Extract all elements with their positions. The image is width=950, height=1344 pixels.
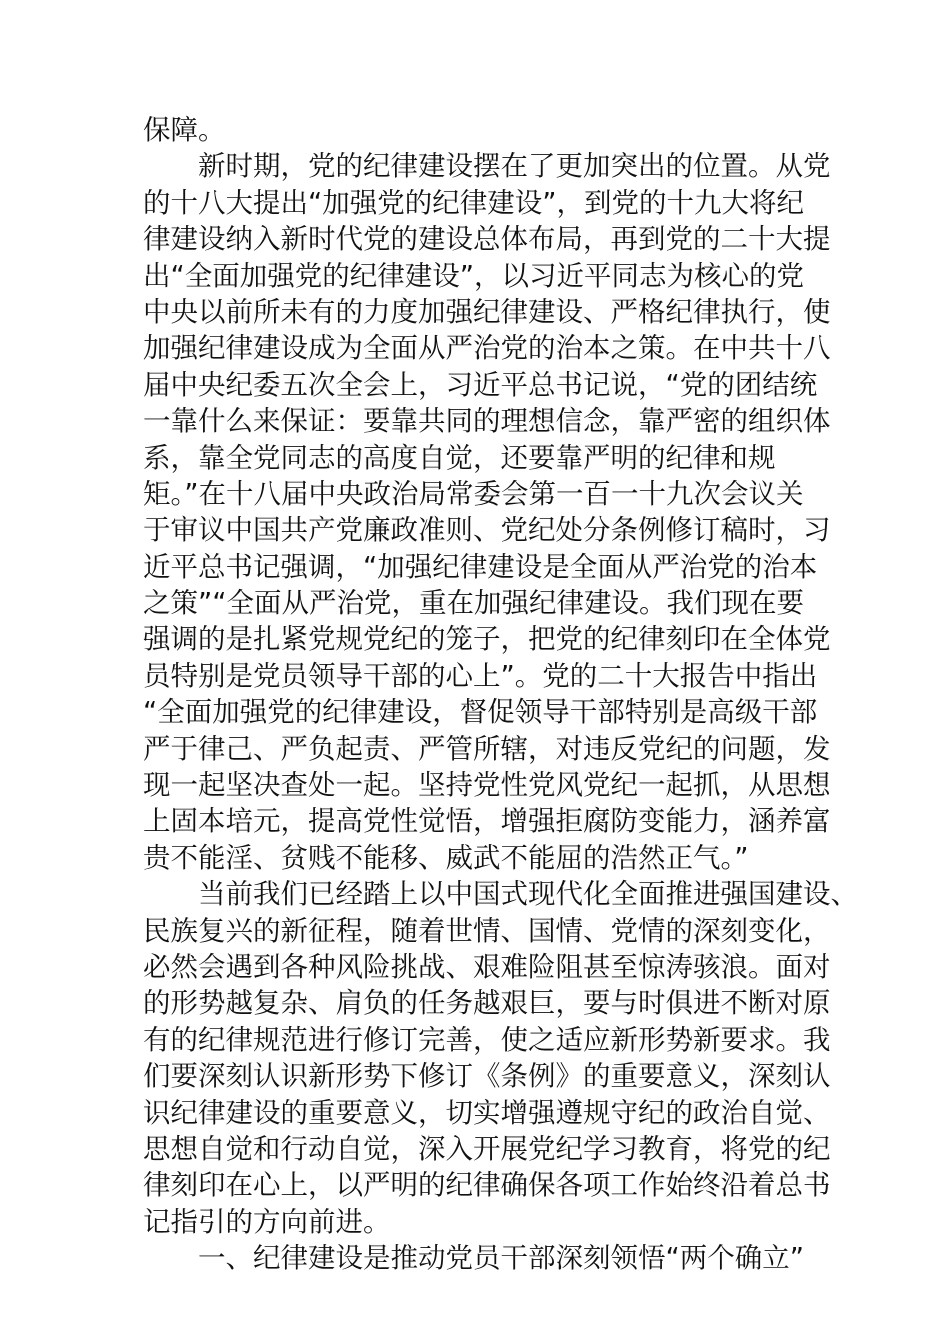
text-line: 律建设纳入新时代党的建设总体布局，再到党的二十大提 <box>143 223 831 256</box>
text-line: 中央以前所未有的力度加强纪律建设、严格纪律执行，使 <box>143 295 831 328</box>
text-line: 之策”“全面从严治党，重在加强纪律建设。我们现在要 <box>143 587 804 620</box>
text-line: 上固本培元，提高党性觉悟，增强拒腐防变能力，涵养富 <box>143 805 831 838</box>
paragraph-start-line: 新时期，党的纪律建设摆在了更加突出的位置。从党 <box>198 150 831 183</box>
text-line: 民族复兴的新征程，随着世情、国情、党情的深刻变化， <box>143 914 831 947</box>
text-line: 届中央纪委五次全会上，习近平总书记说，“党的团结统 <box>143 368 818 401</box>
text-line: 律刻印在心上，以严明的纪律确保各项工作始终沿着总书 <box>143 1169 831 1202</box>
text-line: 强调的是扎紧党规党纪的笼子，把党的纪律刻印在全体党 <box>143 623 831 656</box>
text-line: 于审议中国共产党廉政准则、党纪处分条例修订稿时，习 <box>143 514 831 547</box>
text-line: 系，靠全党同志的高度自觉，还要靠严明的纪律和规 <box>143 441 776 474</box>
text-line: 的形势越复杂、肩负的任务越艰巨，要与时俱进不断对原 <box>143 987 831 1020</box>
text-line: 员特别是党员领导干部的心上”。党的二十大报告中指出 <box>143 659 818 692</box>
text-line: 近平总书记强调，“加强纪律建设是全面从严治党的治本 <box>143 550 818 583</box>
section-heading-line: 一、纪律建设是推动党员干部深刻领悟“两个确立” <box>198 1242 804 1275</box>
text-line: 记指引的方向前进。 <box>143 1205 391 1238</box>
text-line: 贵不能淫、贫贱不能移、威武不能屈的浩然正气。” <box>143 841 749 874</box>
text-line: 严于律己、严负起责、严管所辖，对违反党纪的问题，发 <box>143 732 831 765</box>
text-line: 现一起坚决查处一起。坚持党性党风党纪一起抓，从思想 <box>143 769 831 802</box>
text-line: 的十八大提出“加强党的纪律建设”，到党的十九大将纪 <box>143 186 804 219</box>
text-line: 们要深刻认识新形势下修订《条例》的重要意义，深刻认 <box>143 1060 831 1093</box>
paragraph-start-line: 当前我们已经踏上以中国式现代化全面推进强国建设、 <box>198 878 858 911</box>
body-text <box>143 112 858 1277</box>
text-line: 矩。”在十八届中央政治局常委会第一百一十九次会议关 <box>143 477 804 510</box>
text-line: 出“全面加强党的纪律建设”，以习近平同志为核心的党 <box>143 259 804 292</box>
text-line: 识纪律建设的重要意义，切实增强遵规守纪的政治自觉、 <box>143 1096 831 1129</box>
text-line: 一靠什么来保证：要靠共同的理想信念，靠严密的组织体 <box>143 405 831 438</box>
text-line: 必然会遇到各种风险挑战、艰难险阻甚至惊涛骇浪。面对 <box>143 950 831 983</box>
text-line: 加强纪律建设成为全面从严治党的治本之策。在中共十八 <box>143 332 831 365</box>
text-line: 思想自觉和行动自觉，深入开展党纪学习教育，将党的纪 <box>143 1132 831 1165</box>
text-line: 有的纪律规范进行修订完善，使之适应新形势新要求。我 <box>143 1023 831 1056</box>
text-line: 保障。 <box>143 114 226 146</box>
text-line: “全面加强党的纪律建设，督促领导干部特别是高级干部 <box>143 696 818 729</box>
